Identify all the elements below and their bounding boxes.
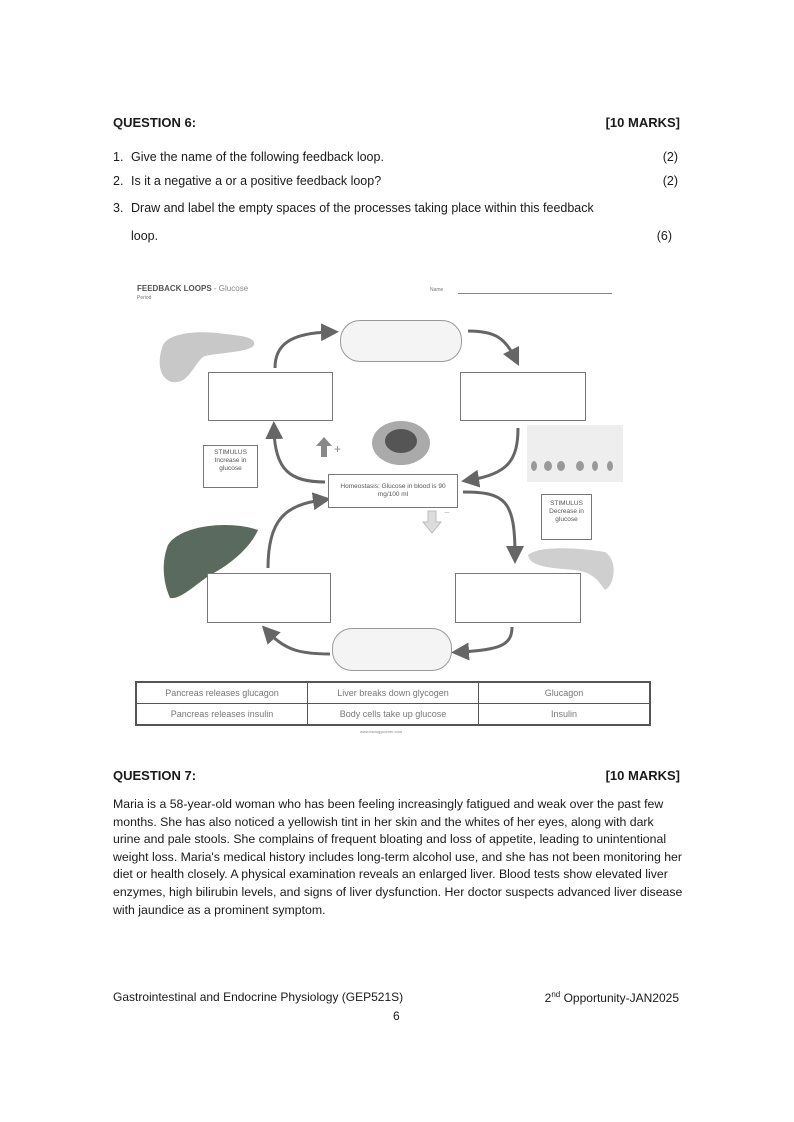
name-label: Name: [430, 287, 444, 293]
question6-marks: [10 MARKS]: [605, 115, 680, 130]
footer-opportunity: [545, 990, 679, 1005]
stimulus-title: STIMULUS: [550, 500, 583, 507]
page-number: 6: [393, 1009, 400, 1023]
diagram-credit: www.biologycorner.com: [360, 729, 403, 734]
stimulus-title: STIMULUS: [214, 449, 247, 456]
opportunity-number: 2: [544, 991, 552, 1005]
stimulus-text: Increase in glucose: [214, 457, 247, 472]
table-cell: Liver breaks down glycogen: [308, 682, 479, 704]
item-text: Is it a negative a or a positive feedback loop?: [131, 174, 382, 188]
up-arrow-icon: [316, 437, 332, 457]
period-label: Period: [137, 295, 152, 301]
blank-box-bottom-right[interactable]: [455, 573, 581, 623]
down-arrow-icon: [423, 511, 441, 533]
table-cell: Glucagon: [479, 682, 651, 704]
homeostasis-box: Homeostasis: Glucose in blood is 90 mg/100 ml: [328, 474, 458, 508]
footer-course: Gastrointestinal and Endocrine Physiology (GEP521S): [113, 990, 404, 1004]
blank-pill-top[interactable]: [340, 320, 462, 362]
stimulus-text: Decrease in glucose: [549, 508, 584, 523]
table-cell: Pancreas releases glucagon: [136, 682, 308, 704]
question7-title: QUESTION 7:: [113, 768, 197, 783]
body-cells-icon: [527, 425, 623, 482]
diagram-title-text: FEEDBACK LOOPS: [137, 284, 212, 293]
blank-box-top-left[interactable]: [208, 372, 333, 421]
blank-pill-bottom[interactable]: [332, 628, 452, 671]
stimulus-decrease-box: [541, 494, 592, 540]
stimulus-increase-box: [203, 445, 258, 488]
opportunity-text: Opportunity-JAN2025: [560, 991, 679, 1005]
plus-sign: +: [334, 442, 342, 456]
minus-sign: −: [444, 508, 450, 519]
diagram-subtitle: - Glucose: [213, 284, 249, 293]
blank-box-bottom-left[interactable]: [207, 573, 331, 623]
table-row: [136, 682, 650, 704]
table-cell: Insulin: [479, 704, 651, 726]
item-text-cont: loop.: [131, 229, 159, 243]
item-number: 1.: [113, 150, 124, 164]
table-cell: Pancreas releases insulin: [136, 704, 308, 726]
item-text: Give the name of the following feedback loop.: [131, 150, 384, 164]
blank-box-top-right[interactable]: [460, 372, 586, 421]
item-number: 3.: [113, 201, 124, 215]
item-text: Draw and label the empty spaces of the processes taking place within this feedback: [131, 201, 594, 215]
item-marks: (2): [662, 174, 678, 188]
question6-title: QUESTION 6:: [113, 115, 197, 130]
item-number: 2.: [113, 174, 124, 188]
opportunity-suffix: nd: [551, 990, 561, 999]
question7-marks: [10 MARKS]: [605, 768, 680, 783]
item-marks: (2): [662, 150, 678, 164]
table-row: [136, 704, 650, 726]
question7-case-text: Maria is a 58-year-old woman who has been feeling increasingly fatigued and weak over the past few months. She has also noticed a yellowish tint in her skin and the whites of her eyes, along with dark urine and pale stools. She complains of frequent bloating and loss of appetite, leading to unintentional weight loss. Maria's medical history includes long-term alcohol use, and she has not been monitoring her diet or health closely. A physical examination reveals an enlarged liver. Blood tests show elevated liver enzymes, high bilirubin levels, and signs of liver dysfunction. Her doctor suspects advanced liver disease with jaundice as a prominent symptom.: [113, 797, 683, 917]
label-options-table: [135, 681, 651, 726]
item-marks: (6): [656, 229, 672, 243]
red-blood-cell-icon: [372, 421, 430, 465]
table-cell: Body cells take up glucose: [308, 704, 479, 726]
